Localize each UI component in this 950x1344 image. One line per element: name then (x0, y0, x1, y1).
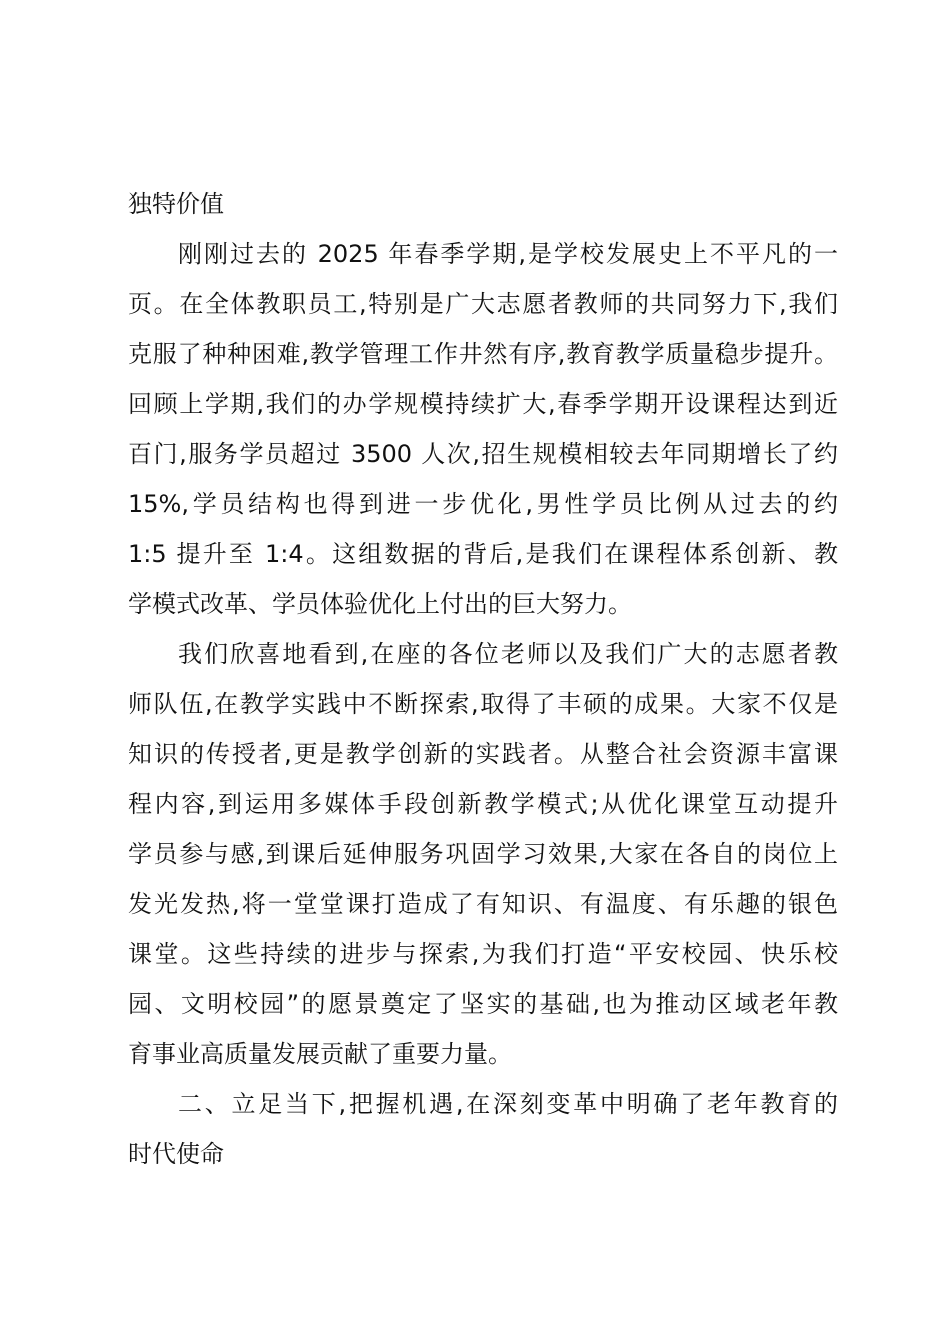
text-line: 知识的传授者,更是教学创新的实践者。从整合社会资源丰富课 (128, 740, 838, 768)
text-line: 页。在全体教职员工,特别是广大志愿者教师的共同努力下,我们 (128, 290, 838, 318)
text-line: 程内容,到运用多媒体手段创新教学模式;从优化课堂互动提升 (128, 790, 838, 818)
text-line-paragraph-2-end: 育事业高质量发展贡献了重要力量。 (128, 1040, 512, 1068)
text-line: 课堂。这些持续的进步与探索,为我们打造“平安校园、快乐校 (128, 940, 838, 968)
text-line: 15%,学员结构也得到进一步优化,男性学员比例从过去的约 (128, 490, 838, 518)
text-line: 回顾上学期,我们的办学规模持续扩大,春季学期开设课程达到近 (128, 390, 838, 418)
text-line-paragraph-1-start: 刚刚过去的 2025 年春季学期,是学校发展史上不平凡的一 (178, 240, 838, 268)
section-heading-line: 二、立足当下,把握机遇,在深刻变革中明确了老年教育的 (178, 1090, 838, 1118)
text-line: 学员参与感,到课后延伸服务巩固学习效果,大家在各自的岗位上 (128, 840, 838, 868)
text-line-paragraph-2-start: 我们欣喜地看到,在座的各位老师以及我们广大的志愿者教 (178, 640, 838, 668)
text-line-paragraph-1-end: 学模式改革、学员体验优化上付出的巨大努力。 (128, 590, 632, 618)
text-line: 1:5 提升至 1:4。这组数据的背后,是我们在课程体系创新、教 (128, 540, 838, 568)
section-heading-line-end: 时代使命 (128, 1140, 224, 1168)
text-line: 师队伍,在教学实践中不断探索,取得了丰硕的成果。大家不仅是 (128, 690, 838, 718)
text-line: 园、文明校园”的愿景奠定了坚实的基础,也为推动区域老年教 (128, 990, 838, 1018)
text-line: 百门,服务学员超过 3500 人次,招生规模相较去年同期增长了约 (128, 440, 838, 468)
text-line: 发光发热,将一堂堂课打造成了有知识、有温度、有乐趣的银色 (128, 890, 838, 918)
text-line: 克服了种种困难,教学管理工作井然有序,教育教学质量稳步提升。 (128, 340, 838, 368)
text-line-section-title-end: 独特价值 (128, 190, 224, 218)
